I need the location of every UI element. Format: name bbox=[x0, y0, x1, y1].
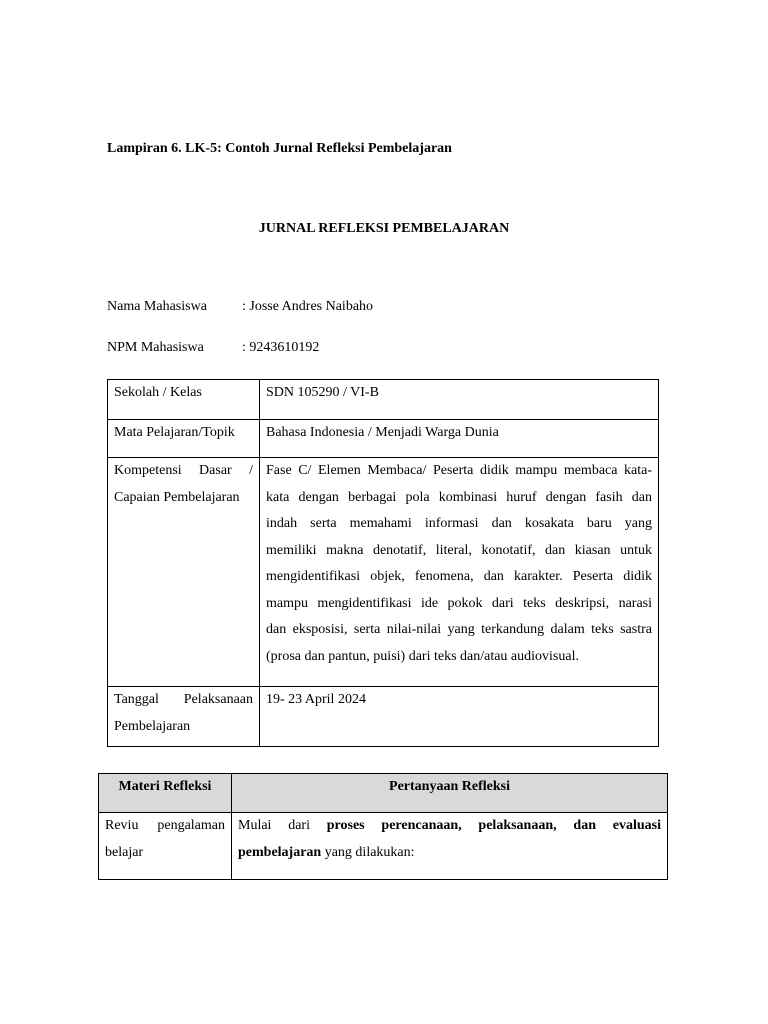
table-row bbox=[108, 687, 659, 747]
date-label bbox=[108, 687, 260, 747]
header-material: Materi Refleksi bbox=[99, 774, 232, 813]
table-row bbox=[108, 458, 659, 687]
competency-line: kata dengan berbagai pola kombinasi huruf dengan fasih dan bbox=[266, 489, 652, 505]
student-name-value: : Josse Andres Naibaho bbox=[242, 299, 374, 314]
table-row bbox=[99, 774, 668, 813]
competency-label-line: Kompetensi Dasar / bbox=[114, 463, 253, 478]
row1-question-line bbox=[238, 840, 661, 867]
table-row bbox=[108, 380, 659, 420]
student-npm-row bbox=[107, 340, 319, 356]
student-name-row bbox=[107, 299, 373, 315]
date-label-line: Pembelajaran bbox=[114, 718, 191, 734]
row1-q-bold: pembelajaran bbox=[238, 844, 322, 860]
student-npm-label: NPM Mahasiswa bbox=[107, 340, 204, 355]
header-question: Pertanyaan Refleksi bbox=[232, 774, 668, 813]
row1-q-bold: proses perencanaan, pelaksanaan, dan evaluasi bbox=[326, 818, 661, 833]
competency-line: memiliki makna denotatif, literal, konotatif, dan kiasan untuk bbox=[266, 542, 652, 558]
competency-line: (prosa dan pantun, puisi) dari teks dan/atau audiovisual. bbox=[266, 648, 579, 664]
row1-material-line: belajar bbox=[105, 844, 144, 860]
competency-line: indah serta memahami informasi dan kosakata baru yang bbox=[266, 516, 652, 531]
table-row bbox=[99, 813, 668, 880]
date-label-line: Tanggal Pelaksanaan bbox=[114, 692, 253, 707]
date-value: 19- 23 April 2024 bbox=[260, 687, 659, 747]
info-table bbox=[107, 379, 659, 747]
school-value: SDN 105290 / VI-B bbox=[260, 380, 659, 420]
row1-question-line bbox=[238, 813, 661, 840]
student-npm-value: : 9243610192 bbox=[242, 340, 320, 355]
school-label: Sekolah / Kelas bbox=[108, 380, 260, 420]
student-name-label: Nama Mahasiswa bbox=[107, 299, 207, 314]
table-row bbox=[108, 420, 659, 458]
subject-label: Mata Pelajaran/Topik bbox=[108, 420, 260, 458]
competency-line: mengidentifikasi objek, fenomena, dan karakter. Peserta didik bbox=[266, 569, 652, 584]
appendix-caption: Lampiran 6. LK-5: Contoh Jurnal Refleksi Pembelajaran bbox=[107, 141, 452, 156]
competency-line: mampu mengidentifikasi ide pokok dari teks deskripsi, narasi bbox=[266, 595, 652, 611]
competency-label bbox=[108, 458, 260, 687]
row1-material-line: Reviu pengalaman bbox=[105, 818, 225, 833]
competency-line: dan eksposisi, serta nilai-nilai yang terkandung dalam teks sastra bbox=[266, 622, 652, 637]
document-title: JURNAL REFLEKSI PEMBELAJARAN bbox=[258, 221, 510, 236]
row1-q-suffix: yang dilakukan: bbox=[321, 844, 415, 860]
row1-question bbox=[232, 813, 668, 880]
row1-material bbox=[99, 813, 232, 880]
competency-line: Fase C/ Elemen Membaca/ Peserta didik mampu membaca kata- bbox=[266, 463, 652, 478]
subject-value: Bahasa Indonesia / Menjadi Warga Dunia bbox=[260, 420, 659, 458]
row1-q-prefix: Mulai dari bbox=[238, 818, 327, 833]
competency-label-line: Capaian Pembelajaran bbox=[114, 489, 240, 505]
competency-value bbox=[260, 458, 659, 687]
reflection-table bbox=[98, 773, 668, 880]
